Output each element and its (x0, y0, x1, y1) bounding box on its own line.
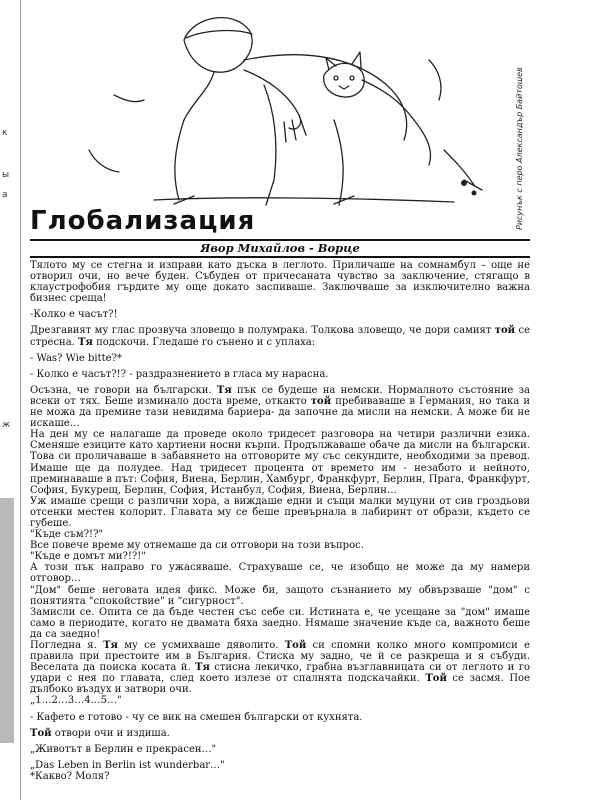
margin-mark: ы (2, 170, 10, 180)
margin-mark: а (2, 190, 8, 200)
paragraph: -Колко е часът?! (30, 309, 118, 321)
footnote: *Какво? Моля? (30, 771, 110, 782)
pen-drawing-illustration (34, 0, 510, 208)
paragraph: „Das Leben in Berlin ist wunderbar…" (30, 759, 225, 771)
paragraph: „Животът в Берлин е прекрасен…" (30, 743, 217, 755)
adjacent-page-strip (0, 0, 21, 800)
paragraph: Уж имаше срещи с различни хора, а виждаше едни и същи малки муцуни от сив гроздьови отсенки местен колорит. Главата му се беше превърнала в лабиринт от образи, където се губеше. (30, 495, 530, 529)
paragraph: Погледна я. Тя му се усмихваше дяволито. Той си спомни колко много компромиси е правила при престоите им в България. Стиска му задно, че й се разкреща и я събуди. Веселата да поиска косата й. Тя стисна лекичко, грабна възглавницата си от леглото и го удари с нея по главата, след което излезе от спалнята подскачайки. Той се засмя. Пое дълбоко въздух и затвори очи. (30, 640, 530, 696)
article-byline: Явор Михайлов - Ворце (30, 241, 530, 258)
paragraph: "Дом" беше неговата идея фикс. Може би, защото съзнанието му обвързваше "дом" с понятията "спокойствие" и "сигурност". (30, 584, 530, 607)
paragraph: Осъзна, че говори на български. Тя пък се будеше на немски. Нормалното състояние за всеки от тях. Беше изминало доста време, откакто той пребиваваше в Германия, но така и не можа да премине тази невидима бариера- да започне да мисли на немски. А може би не искаше… (30, 384, 531, 430)
paragraph: "Къде съм?!?" (30, 529, 104, 541)
paragraph: Той отвори очи и издиша. (30, 727, 170, 739)
paragraph: На ден му се налагаше да проведе около тридесет разговора на четири различни езика. Сменяше езиците като хартиени носни кърпи. Продължаваше обаче да мисли на български. Това си проличаваше в забавянето на отговорите му със секундите, необходими за превод. Имаше ще да полудее. Над тридесет процента от времето им - незабото и нейното, преминаваше в път: София, Виена, Берлин, Хамбург, Франкфурт, Берлин, Прага, Франкфурт, София, Букурещ, Берлин, София, Истанбул, София, Виена, Берлин… (30, 429, 530, 496)
paragraph: - Кафето е готово - чу се вик на смешен български от кухнята. (30, 711, 363, 723)
paragraph: Все повече време му отнемаше да си отговори на този въпрос. (30, 540, 364, 552)
paragraph: „1…2…3…4…5…" (30, 695, 122, 707)
paragraph: А този пък направо го ужасяваше. Страхуваше се, че изобщо не може да му намери отговор… (30, 562, 530, 585)
paragraph: Замисли се. Опита се да бъде честен със себе си. Истината е, че усещане за "дом" имаше само в периодите, когато не двамата бяха заедно. Нямаше значение къде са, важното беше да са заедно! (30, 606, 530, 640)
margin-mark: к (2, 128, 8, 138)
illustration-caption: Рисунък с перо Александър Байтошев (515, 67, 524, 230)
paragraph: "Къде е домът ми?!?!" (30, 551, 146, 563)
article-body (30, 260, 530, 776)
article-title: Глобализация (30, 205, 530, 241)
paragraph: Тялото му се стегна и изправи като дъска в леглото. Приличаше на сомнамбул – още не отворил очи, но вече буден. Събуден от причесаната чувство за заключение, стягащо в клаустрофобия гърдите му още докато заспиваше. Заключваше за изключително важна бизнес среща! (30, 260, 530, 305)
paragraph: - Was? Wie bitte?* (30, 352, 122, 364)
paragraph: Дрезгавият му глас прозвуча зловещо в полумрака. Толкова зловещо, че дори самият той се стресна. Тя подскочи. Гледаше го сънено и с уплаха: (30, 325, 530, 348)
margin-mark: ж (2, 420, 11, 430)
paragraph: - Колко е часът?!? - раздразнението в гласа му нарасна. (30, 368, 329, 380)
adjacent-page-grey-block (0, 498, 14, 743)
